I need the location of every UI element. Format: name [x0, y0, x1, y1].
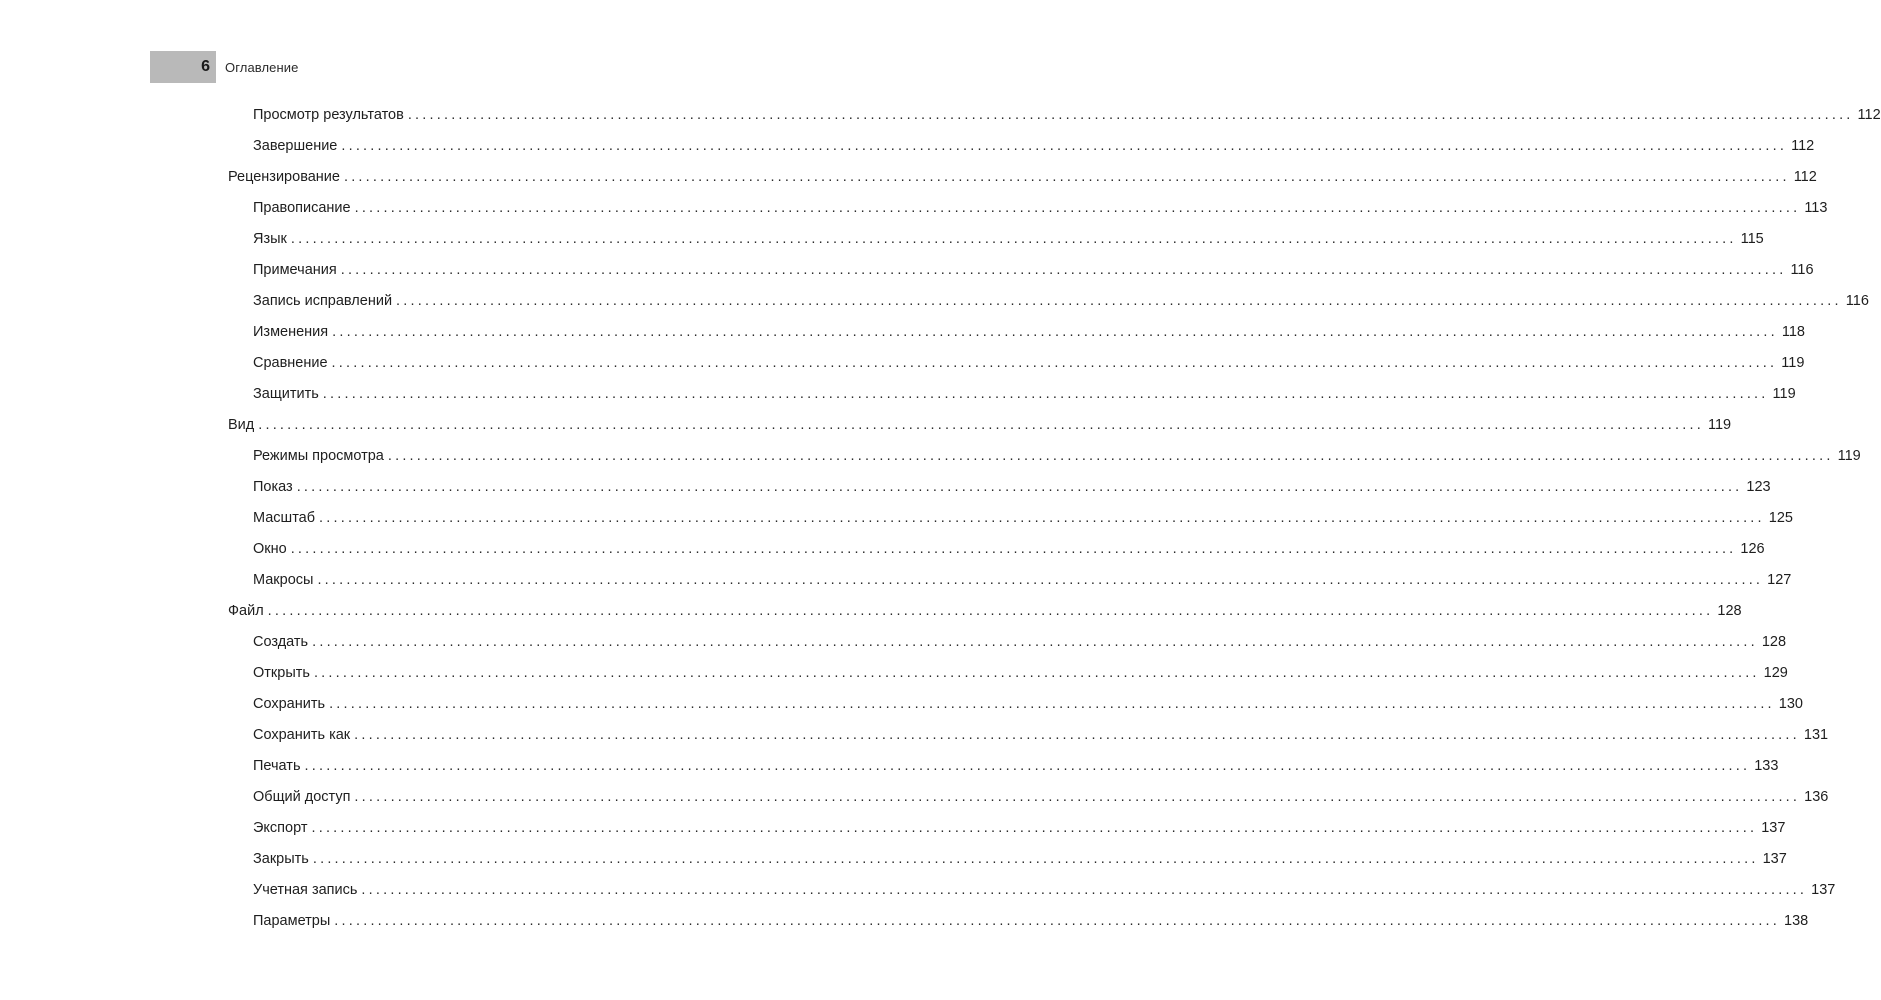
- toc-entry-page-number: 128: [1761, 634, 1787, 650]
- toc-subsection-entry[interactable]: [228, 348, 1805, 379]
- toc-dot-leader: ........................................................................................................................................................................................................: [317, 572, 1764, 588]
- toc-entry-page-number: 119: [1837, 448, 1861, 464]
- toc-dot-leader: ........................................................................................................................................................................................................: [396, 293, 1842, 309]
- toc-dot-leader: ........................................................................................................................................................................................................: [334, 913, 1781, 929]
- toc-entry-page-number: 125: [1768, 510, 1793, 526]
- toc-dot-leader: ........................................................................................................................................................................................................: [304, 758, 1751, 774]
- toc-dot-leader: ........................................................................................................................................................................................................: [354, 727, 1800, 743]
- toc-entry-page-number: 131: [1803, 727, 1829, 743]
- toc-dot-leader: ........................................................................................................................................................................................................: [340, 262, 1787, 278]
- toc-subsection-entry[interactable]: [228, 689, 1803, 720]
- toc-entry-title: Файл: [228, 603, 264, 619]
- toc-dot-leader: ........................................................................................................................................................................................................: [361, 882, 1808, 898]
- toc-dot-leader: ........................................................................................................................................................................................................: [267, 603, 1714, 619]
- toc-dot-leader: ........................................................................................................................................................................................................: [331, 355, 1778, 371]
- toc-subsection-entry[interactable]: [228, 875, 1836, 906]
- toc-entry-page-number: 116: [1790, 262, 1814, 278]
- toc-entry-page-number: 112: [1793, 169, 1817, 185]
- toc-entry-title: Рецензирование: [228, 169, 340, 185]
- toc-entry-page-number: 137: [1811, 882, 1836, 898]
- toc-entry-title: Печать: [253, 758, 301, 774]
- toc-entry-title: Правописание: [253, 200, 351, 216]
- toc-section-entry[interactable]: [228, 410, 1732, 441]
- toc-subsection-entry[interactable]: [228, 224, 1764, 255]
- toc-section-entry[interactable]: [228, 162, 1817, 193]
- toc-subsection-entry[interactable]: [228, 193, 1828, 224]
- toc-dot-leader: ........................................................................................................................................................................................................: [290, 541, 1737, 557]
- toc-entry-title: Макросы: [253, 572, 314, 588]
- toc-dot-leader: ........................................................................................................................................................................................................: [312, 634, 1758, 650]
- toc-subsection-entry[interactable]: [228, 534, 1765, 565]
- toc-entry-page-number: 130: [1778, 696, 1803, 712]
- toc-subsection-entry[interactable]: [228, 906, 1809, 937]
- toc-entry-page-number: 118: [1781, 324, 1805, 340]
- toc-entry-page-number: 138: [1784, 913, 1809, 929]
- toc-entry-page-number: 113: [1804, 200, 1828, 216]
- toc-dot-leader: ........................................................................................................................................................................................................: [407, 107, 1854, 123]
- toc-entry-page-number: 133: [1754, 758, 1779, 774]
- toc-dot-leader: ........................................................................................................................................................................................................: [354, 200, 1801, 216]
- toc-entry-page-number: 128: [1717, 603, 1742, 619]
- toc-entry-title: Создать: [253, 634, 309, 650]
- toc-subsection-entry[interactable]: [228, 751, 1779, 782]
- toc-subsection-entry[interactable]: [228, 131, 1815, 162]
- toc-entry-page-number: 129: [1763, 665, 1788, 681]
- toc-entry-page-number: 126: [1740, 541, 1765, 557]
- toc-dot-leader: ........................................................................................................................................................................................................: [319, 510, 1765, 526]
- toc-section-entry[interactable]: [228, 596, 1742, 627]
- toc-entry-title: Запись исправлений: [253, 293, 393, 309]
- toc-dot-leader: ........................................................................................................................................................................................................: [341, 138, 1788, 154]
- toc-subsection-entry[interactable]: [228, 782, 1829, 813]
- toc-entry-title: Параметры: [253, 913, 331, 929]
- toc-dot-leader: ........................................................................................................................................................................................................: [354, 789, 1801, 805]
- toc-dot-leader: ........................................................................................................................................................................................................: [322, 386, 1769, 402]
- toc-subsection-entry[interactable]: [228, 100, 1881, 131]
- toc-entry-title: Защитить: [253, 386, 319, 402]
- toc-entry-title: Сохранить как: [253, 727, 351, 743]
- toc-subsection-entry[interactable]: [228, 844, 1787, 875]
- toc-entry-title: Сравнение: [253, 355, 328, 371]
- toc-dot-leader: ........................................................................................................................................................................................................: [311, 820, 1758, 836]
- toc-entry-page-number: 127: [1767, 572, 1792, 588]
- toc-dot-leader: ........................................................................................................................................................................................................: [290, 231, 1737, 247]
- toc-dot-leader: ........................................................................................................................................................................................................: [313, 665, 1760, 681]
- toc-entry-page-number: 119: [1781, 355, 1805, 371]
- toc-subsection-entry[interactable]: [228, 627, 1787, 658]
- toc-dot-leader: ........................................................................................................................................................................................................: [343, 169, 1790, 185]
- toc-dot-leader: ........................................................................................................................................................................................................: [312, 851, 1759, 867]
- toc-subsection-entry[interactable]: [228, 317, 1805, 348]
- toc-entry-page-number: 115: [1740, 231, 1764, 247]
- page-header: [150, 51, 298, 83]
- toc-entry-title: Общий доступ: [253, 789, 351, 805]
- toc-subsection-entry[interactable]: [228, 503, 1793, 534]
- toc-subsection-entry[interactable]: [228, 255, 1814, 286]
- toc-entry-title: Учетная запись: [253, 882, 358, 898]
- toc-subsection-entry[interactable]: [228, 720, 1829, 751]
- toc-subsection-entry[interactable]: [228, 813, 1786, 844]
- toc-entry-title: Режимы просмотра: [253, 448, 384, 464]
- toc-subsection-entry[interactable]: [228, 658, 1788, 689]
- toc-dot-leader: ........................................................................................................................................................................................................: [296, 479, 1743, 495]
- toc-dot-leader: ........................................................................................................................................................................................................: [258, 417, 1704, 433]
- toc-entry-title: Закрыть: [253, 851, 309, 867]
- table-of-contents: [228, 100, 1881, 937]
- running-title: Оглавление: [225, 59, 299, 75]
- toc-entry-title: Просмотр результатов: [253, 107, 404, 123]
- toc-entry-title: Масштаб: [253, 510, 316, 526]
- toc-dot-leader: ........................................................................................................................................................................................................: [329, 696, 1775, 712]
- toc-entry-title: Сохранить: [253, 696, 326, 712]
- toc-entry-page-number: 136: [1804, 789, 1829, 805]
- toc-entry-page-number: 112: [1857, 107, 1881, 123]
- toc-entry-title: Вид: [228, 417, 255, 433]
- toc-dot-leader: ........................................................................................................................................................................................................: [332, 324, 1778, 340]
- toc-entry-title: Примечания: [253, 262, 337, 278]
- toc-entry-page-number: 116: [1845, 293, 1869, 309]
- toc-entry-page-number: 119: [1707, 417, 1732, 433]
- toc-dot-leader: ........................................................................................................................................................................................................: [387, 448, 1834, 464]
- toc-subsection-entry[interactable]: [228, 565, 1792, 596]
- toc-entry-title: Завершение: [253, 138, 338, 154]
- toc-subsection-entry[interactable]: [228, 286, 1869, 317]
- toc-entry-page-number: 137: [1762, 851, 1787, 867]
- toc-entry-page-number: 137: [1761, 820, 1786, 836]
- toc-subsection-entry[interactable]: [228, 472, 1771, 503]
- toc-subsection-entry[interactable]: [228, 379, 1796, 410]
- toc-entry-page-number: 119: [1772, 386, 1796, 402]
- toc-entry-title: Экспорт: [253, 820, 308, 836]
- page-number: 6: [150, 51, 216, 83]
- toc-subsection-entry[interactable]: [228, 441, 1861, 472]
- toc-entry-title: Окно: [253, 541, 287, 557]
- toc-entry-page-number: 123: [1746, 479, 1771, 495]
- toc-entry-page-number: 112: [1791, 138, 1815, 154]
- toc-entry-title: Показ: [253, 479, 293, 495]
- toc-entry-title: Язык: [253, 231, 287, 247]
- toc-entry-title: Открыть: [253, 665, 310, 681]
- toc-entry-title: Изменения: [253, 324, 329, 340]
